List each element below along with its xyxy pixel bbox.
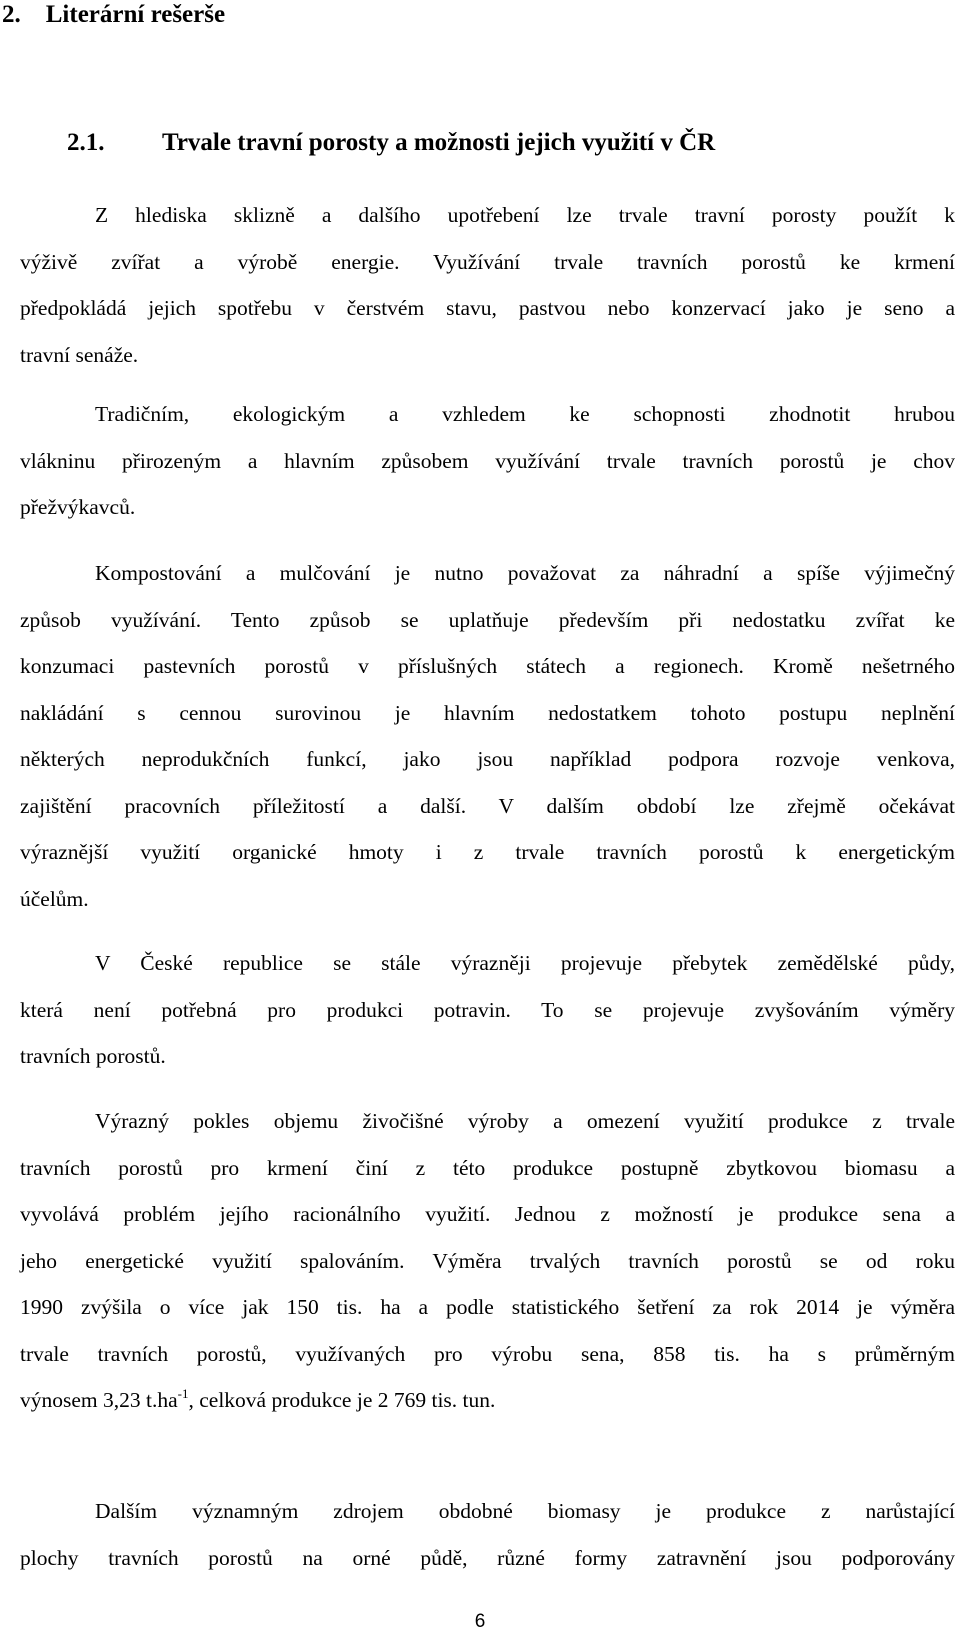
text-line: travních porostů. [20, 1044, 166, 1068]
text-line [20, 1377, 955, 1424]
text-line: travních porostů pro krmení činí z této produkce postupně zbytkovou biomasu a [20, 1155, 955, 1180]
text-line: Z hlediska sklizně a dalšího upotřebení lze trvale travní porosty použít k [95, 203, 955, 227]
text-line: konzumaci pastevních porostů v příslušných státech a regionech. Kromě nešetrného [20, 654, 955, 678]
text-line: vlákninu přirozeným a hlavním způsobem využívání trvale travních porostů je chov [20, 448, 955, 473]
section-heading [67, 126, 715, 160]
section-number: 2.1. [67, 129, 105, 156]
paragraph-composting [20, 550, 955, 922]
text-line: která není potřebná pro produkci potravin. To se projevuje zvyšováním výměry [20, 997, 955, 1022]
text-line: travní senáže. [20, 342, 139, 367]
text-line: výraznější využití organické hmoty i z trvale travních porostů k energetickým [20, 840, 955, 864]
text-line: Dalším významným zdrojem obdobné biomasy je produkce z narůstající [95, 1499, 955, 1523]
text-line: některých neprodukčních funkcí, jako jsou například podpora rozvoje venkova, [20, 747, 955, 771]
text-line: výživě zvířat a výrobě energie. Využívání trvale travních porostů ke krmení [20, 249, 955, 274]
text-line: Kompostování a mulčování je nutno považovat za náhradní a spíše výjimečný [95, 561, 955, 585]
text-fragment: výnosem 3,23 t.ha [20, 1388, 178, 1412]
chapter-heading: 2. Literární rešerše [2, 1, 226, 28]
text-line: vyvolává problém jejího racionálního využití. Jednou z možností je produkce sena a [20, 1202, 955, 1226]
text-line: trvale travních porostů, využívaných pro výrobu sena, 858 tis. ha s průměrným [20, 1341, 955, 1366]
text-line: Výrazný pokles objemu živočišné výroby a omezení využití produkce z trvale [95, 1109, 955, 1133]
text-line: nakládání s cennou surovinou je hlavním nedostatkem tohoto postupu neplnění [20, 700, 955, 725]
text-line: přežvýkavců. [20, 495, 136, 519]
text-line: jeho energetické využití spalováním. Výměra trvalých travních porostů se od roku [20, 1248, 955, 1273]
text-line: účelům. [20, 886, 89, 911]
page-number: 6 [474, 1611, 486, 1632]
superscript: -1 [177, 1386, 189, 1401]
paragraph-biomass-decline [20, 1098, 955, 1424]
text-line: předpokládá jejich spotřebu v čerstvém stavu, pastvou nebo konzervací jako je seno a [20, 296, 955, 320]
paragraph-ruminants [20, 391, 955, 531]
text-line: 1990 zvýšila o více jak 150 tis. ha a podle statistického šetření za rok 2014 je výměra [20, 1295, 955, 1319]
paragraph-czech-republic [20, 940, 955, 1080]
text-line: plochy travních porostů na orné půdě, různé formy zatravnění jsou podporovány [20, 1545, 955, 1570]
section-title: Trvale travní porosty a možnosti jejich využití v ČR [162, 129, 716, 156]
text-line: Tradičním, ekologickým a vzhledem ke schopnosti zhodnotit hrubou [95, 402, 955, 426]
text-line: zajištění pracovních příležitostí a další. V dalším období lze zřejmě očekávat [20, 793, 955, 818]
text-line: V České republice se stále výrazněji projevuje přebytek zemědělské půdy, [95, 951, 955, 975]
paragraph-arable-land [20, 1488, 955, 1581]
paragraph-harvest-use [20, 192, 955, 378]
text-fragment: , celková produkce je 2 769 tis. tun. [188, 1388, 496, 1412]
text-line: způsob využívání. Tento způsob se uplatňuje především při nedostatku zvířat ke [20, 607, 955, 632]
